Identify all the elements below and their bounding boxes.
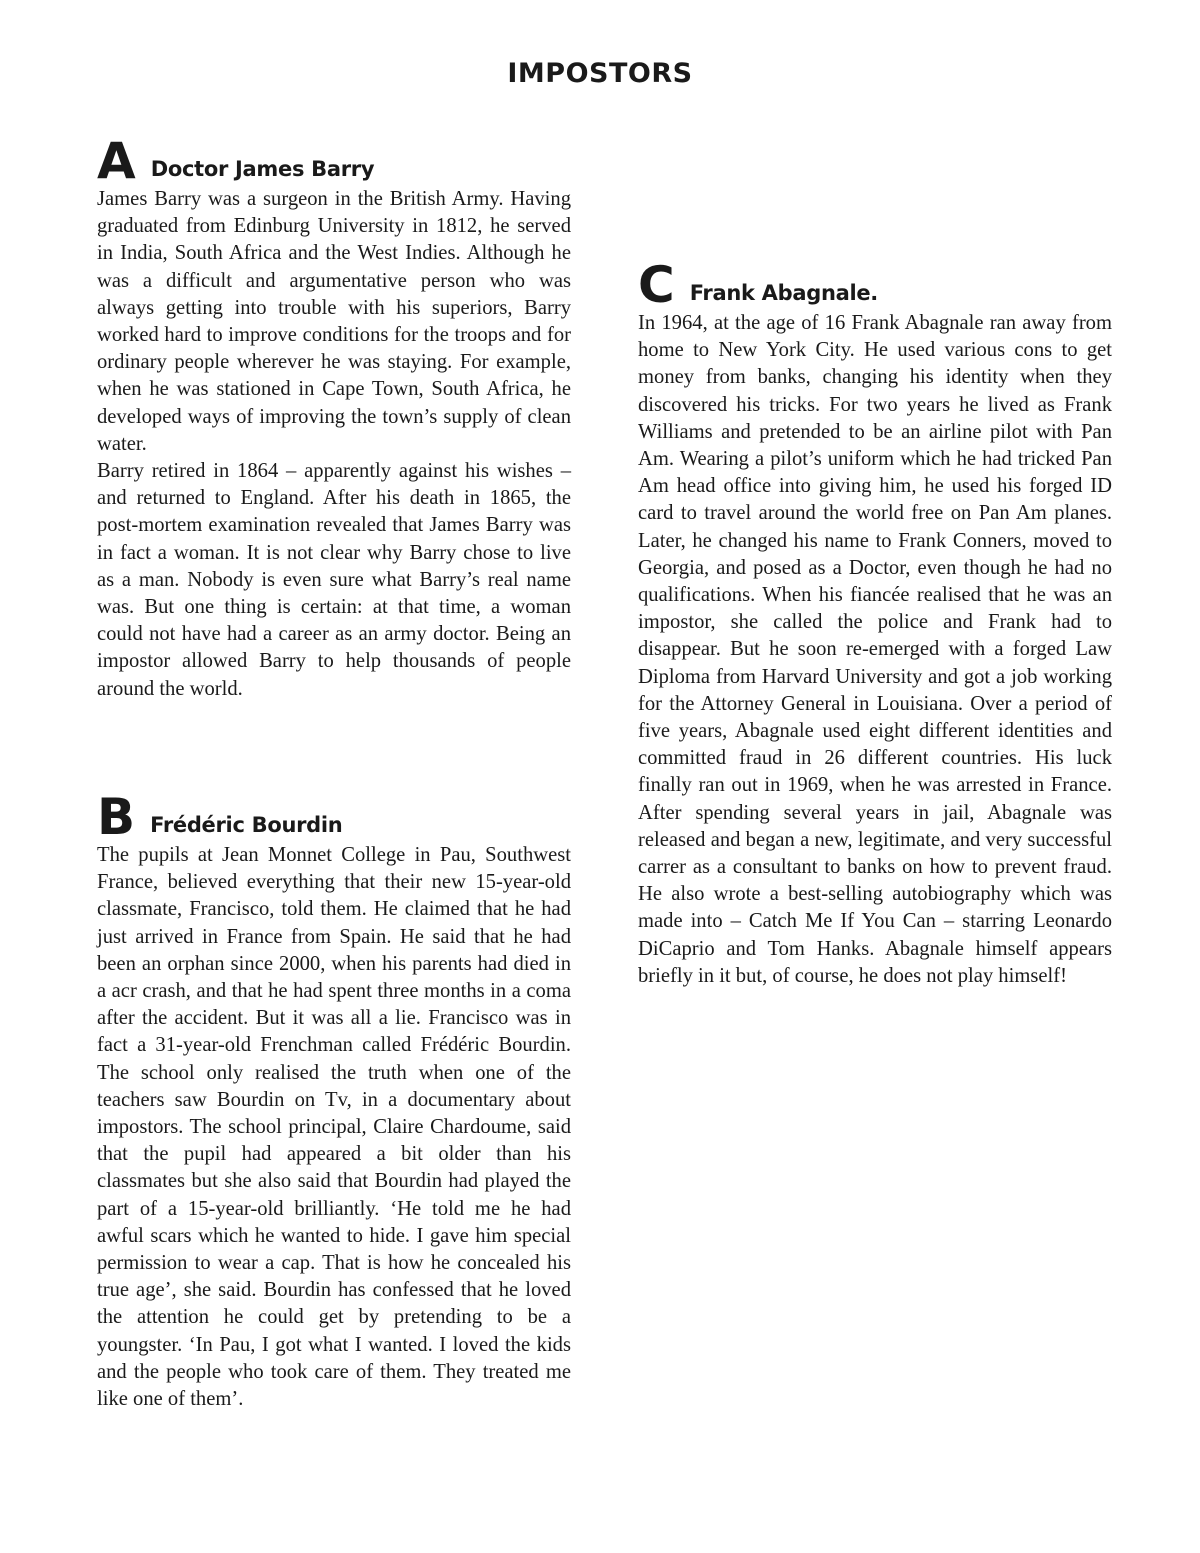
section-letter: B — [97, 788, 135, 846]
paragraph: In 1964, at the age of 16 Frank Abagnale ran away from home to New York City. He used various cons to get money from banks, changing his identity when they discovered his tricks. For two years he lived as Frank Williams and pretended to be an airline pilot with Pan Am. Wearing a pilot’s uniform which he had tricked Pan Am head office into giving him, he used his forged ID card to travel around the world free on Pan Am planes. Later, he changed his name to Frank Conners, moved to Georgia, and posed as a Doctor, even though he had no qualifications. When his fiancée realised that he was an impostor, she called the police and Frank had to disappear. But he soon re-emerged with a forged Law Diploma from Harvard University and got a job working for the Attorney General in Louisiana. Over a period of five years, Abagnale used eight different identities and committed fraud in 26 different countries. His luck finally ran out in 1969, when he was arrested in France. After spending several years in jail, Abagnale was released and began a new, legitimate, and very successful carrer as a consultant to banks on how to prevent fraud. He also wrote a best-selling autobiography which was made into – Catch Me If You Can – starring Leonardo DiCaprio and Tom Hanks. Abagnale himself appears briefly in it but, of course, he does not play himself! — [638, 312, 1112, 987]
section-heading — [638, 254, 1112, 314]
section-name: Frank Abagnale. — [689, 281, 878, 305]
section-body — [97, 842, 571, 1413]
section-body — [638, 310, 1112, 990]
section-heading — [97, 786, 571, 846]
paragraph: Barry retired in 1864 – apparently against his wishes – and returned to England. After his death in 1865, the post-mortem examination revealed that James Barry was in fact a woman. It is not clear why Barry chose to live as a man. Nobody is even sure what Barry’s real name was. But one thing is certain: at that time, a woman could not have had a career as an army doctor. Being an impostor allowed Barry to help thousands of people around the world. — [97, 460, 571, 700]
section-doctor-james-barry — [97, 130, 571, 703]
section-heading — [97, 130, 571, 190]
section-name: Frédéric Bourdin — [150, 813, 343, 837]
section-letter: C — [638, 256, 674, 314]
paragraph: James Barry was a surgeon in the British Army. Having graduated from Edinburg University in 1812, he served in India, South Africa and the West Indies. Although he was a difficult and argumentative person who was always getting into trouble with his superiors, Barry worked hard to improve conditions for the troops and for ordinary people wherever he was staying. For example, when he was stationed in Cape Town, South Africa, he developed ways of improving the town’s supply of clean water. — [97, 188, 571, 455]
page-title: IMPOSTORS — [507, 58, 693, 89]
section-name: Doctor James Barry — [150, 157, 375, 181]
section-body — [97, 186, 571, 703]
section-letter: A — [97, 132, 135, 190]
paragraph: The pupils at Jean Monnet College in Pau, Southwest France, believed everything that their new 15-year-old classmate, Francisco, told them. He claimed that he had just arrived in France from Spain. He said that he had been an orphan since 2000, when his parents had died in a acr crash, and that he had spent three months in a coma after the accident. But it was all a lie. Francisco was in fact a 31-year-old Frenchman called Frédéric Bourdin. The school only realised the truth when one of the teachers saw Bourdin on Tv, in a documentary about impostors. The school principal, Claire Chardoume, said that the pupil had appeared a bit older than his classmates but she also said that Bourdin had played the part of a 15-year-old brilliantly. ‘He told me he had awful scars which he wanted to hide. I gave him special permission to wear a cap. That is how he concealed his true age’, she said. Bourdin has confessed that he loved the attention he could get by pretending to be a youngster. ‘In Pau, I got what I wanted. I loved the kids and the people who took care of them. They treated me like one of them’. — [97, 844, 571, 1411]
section-frederic-bourdin — [97, 786, 571, 1413]
section-frank-abagnale — [638, 254, 1112, 990]
